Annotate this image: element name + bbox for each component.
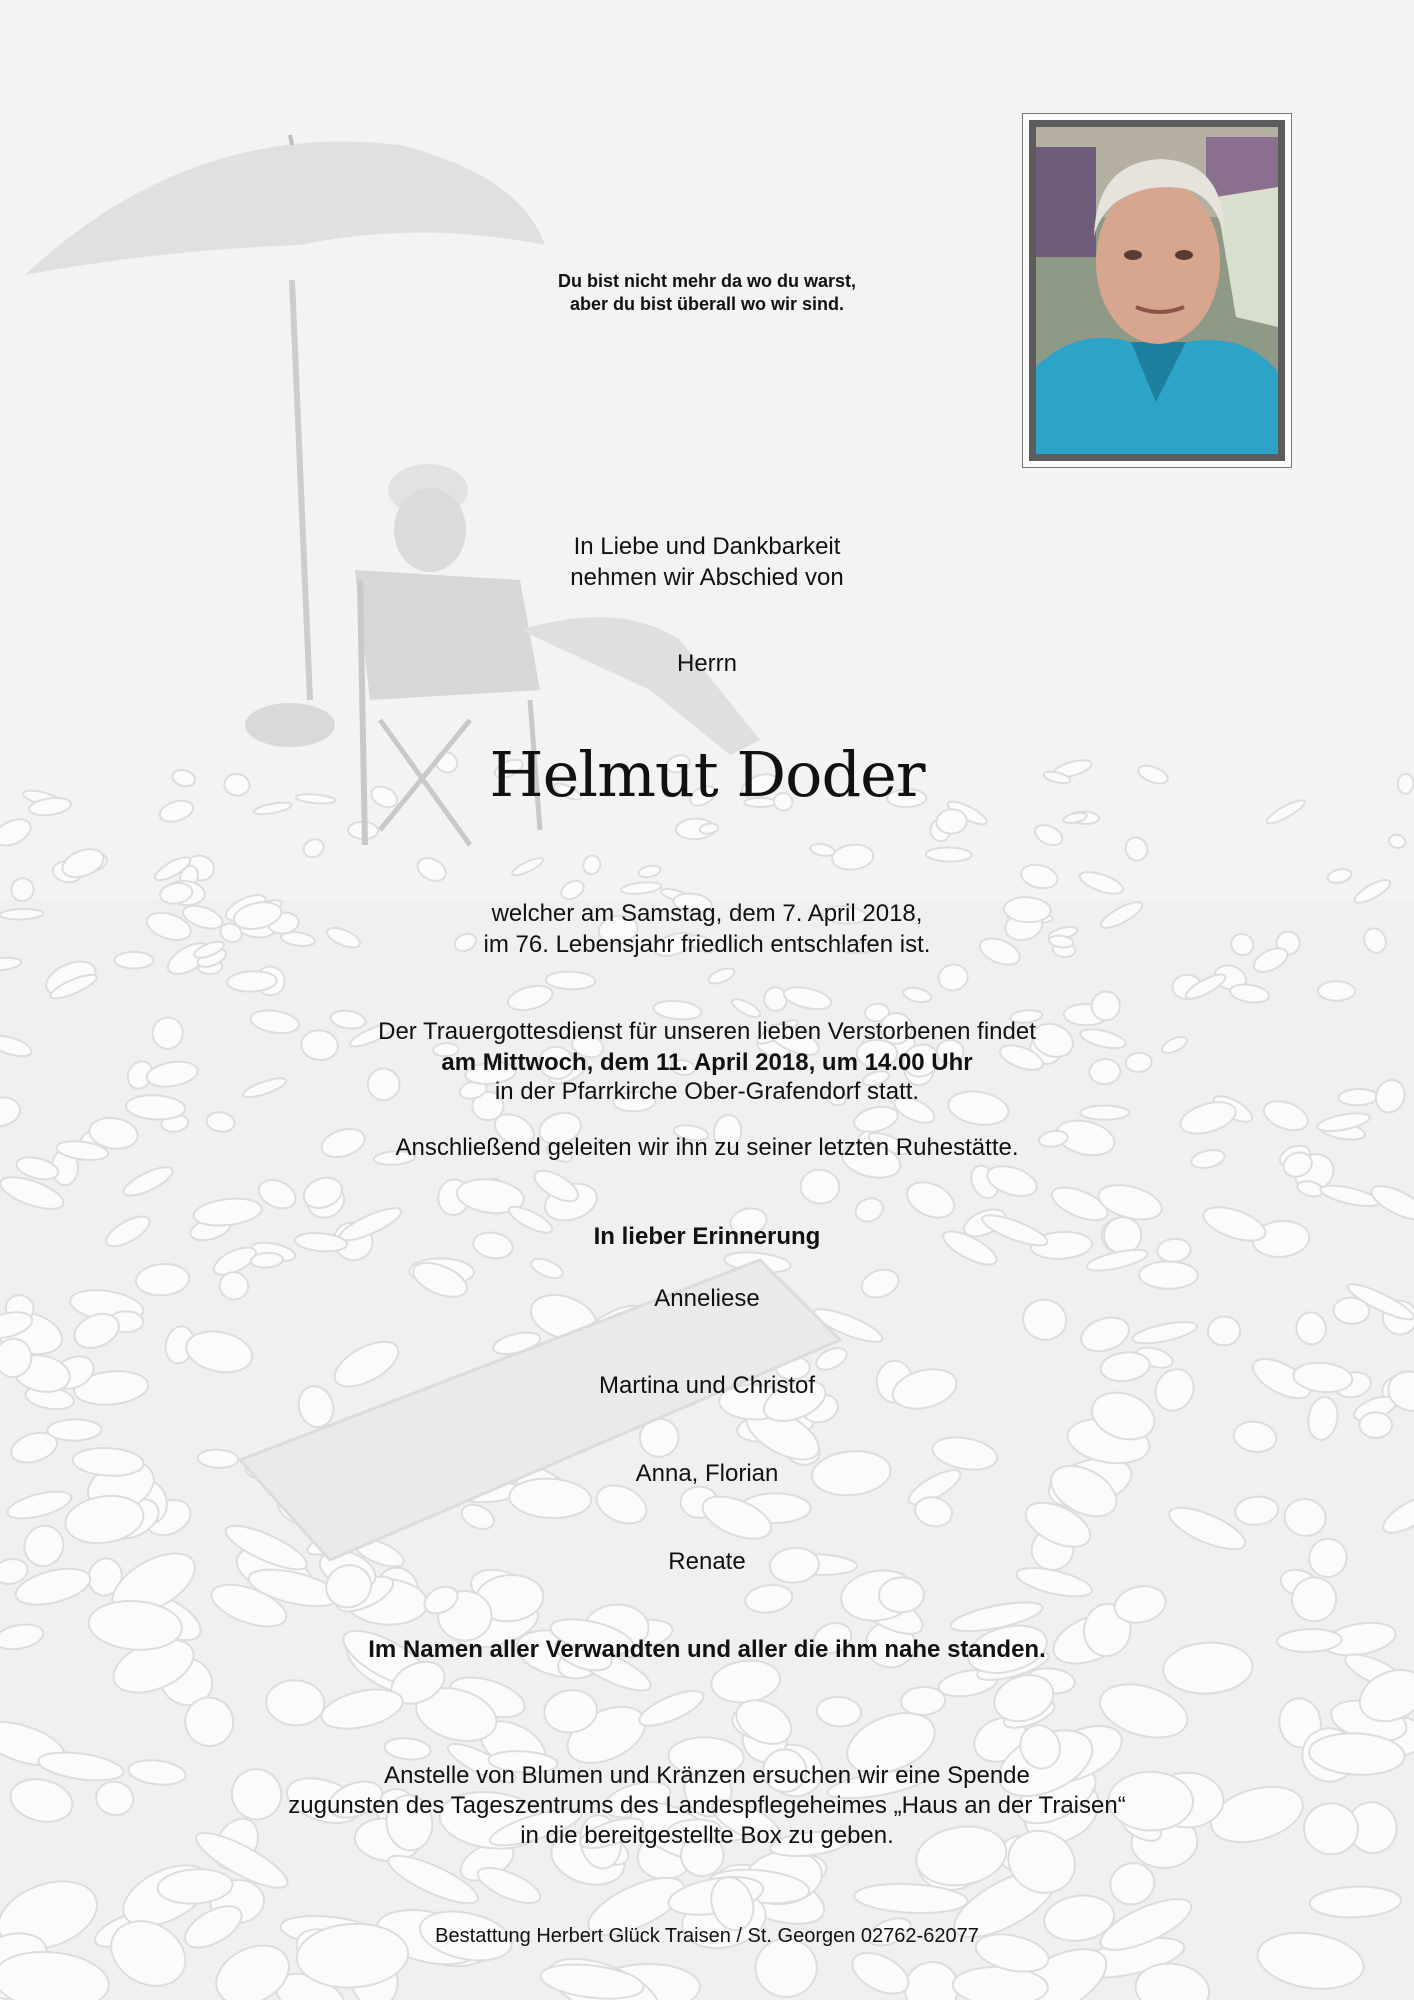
mourners-heading: In lieber Erinnerung bbox=[593, 1223, 821, 1250]
service-date-time: am Mittwoch, dem 11. April 2018, um 14.00 Uhr bbox=[441, 1049, 973, 1076]
salutation: Herrn bbox=[676, 650, 737, 677]
mourner-name: Martina und Christof bbox=[598, 1372, 816, 1399]
mourner-name: Anna, Florian bbox=[635, 1460, 779, 1487]
motto-line-2: aber du bist überall wo wir sind. bbox=[569, 294, 845, 314]
motto-line-1: Du bist nicht mehr da wo du warst, bbox=[557, 271, 857, 291]
donation-line-2: zugunsten des Tageszentrums des Landespflegeheimes „Haus an der Traisen“ bbox=[288, 1792, 1126, 1819]
service-burial: Anschließend geleiten wir ihn zu seiner letzten Ruhestätte. bbox=[395, 1134, 1019, 1161]
mourners-closing: Im Namen aller Verwandten und aller die ihm nahe standen. bbox=[368, 1636, 1046, 1663]
donation-line-1: Anstelle von Blumen und Kränzen ersuchen wir eine Spende bbox=[384, 1762, 1030, 1789]
donation-line-3: in die bereitgestellte Box zu geben. bbox=[520, 1822, 894, 1849]
mourner-name: Anneliese bbox=[654, 1285, 760, 1312]
deceased-name: Helmut Doder bbox=[489, 738, 925, 811]
service-location: in der Pfarrkirche Ober-Grafendorf statt. bbox=[494, 1078, 920, 1105]
intro-line-2: nehmen wir Abschied von bbox=[570, 564, 844, 591]
death-notice-line-2: im 76. Lebensjahr friedlich entschlafen ist. bbox=[483, 931, 931, 958]
intro-line-1: In Liebe und Dankbarkeit bbox=[573, 533, 841, 560]
service-line-1: Der Trauergottesdienst für unseren lieben Verstorbenen findet bbox=[378, 1018, 1036, 1045]
funeral-home-footer: Bestattung Herbert Glück Traisen / St. Georgen 02762-62077 bbox=[435, 1925, 979, 1947]
mourner-name: Renate bbox=[668, 1548, 746, 1575]
death-notice-line-1: welcher am Samstag, dem 7. April 2018, bbox=[491, 900, 923, 927]
